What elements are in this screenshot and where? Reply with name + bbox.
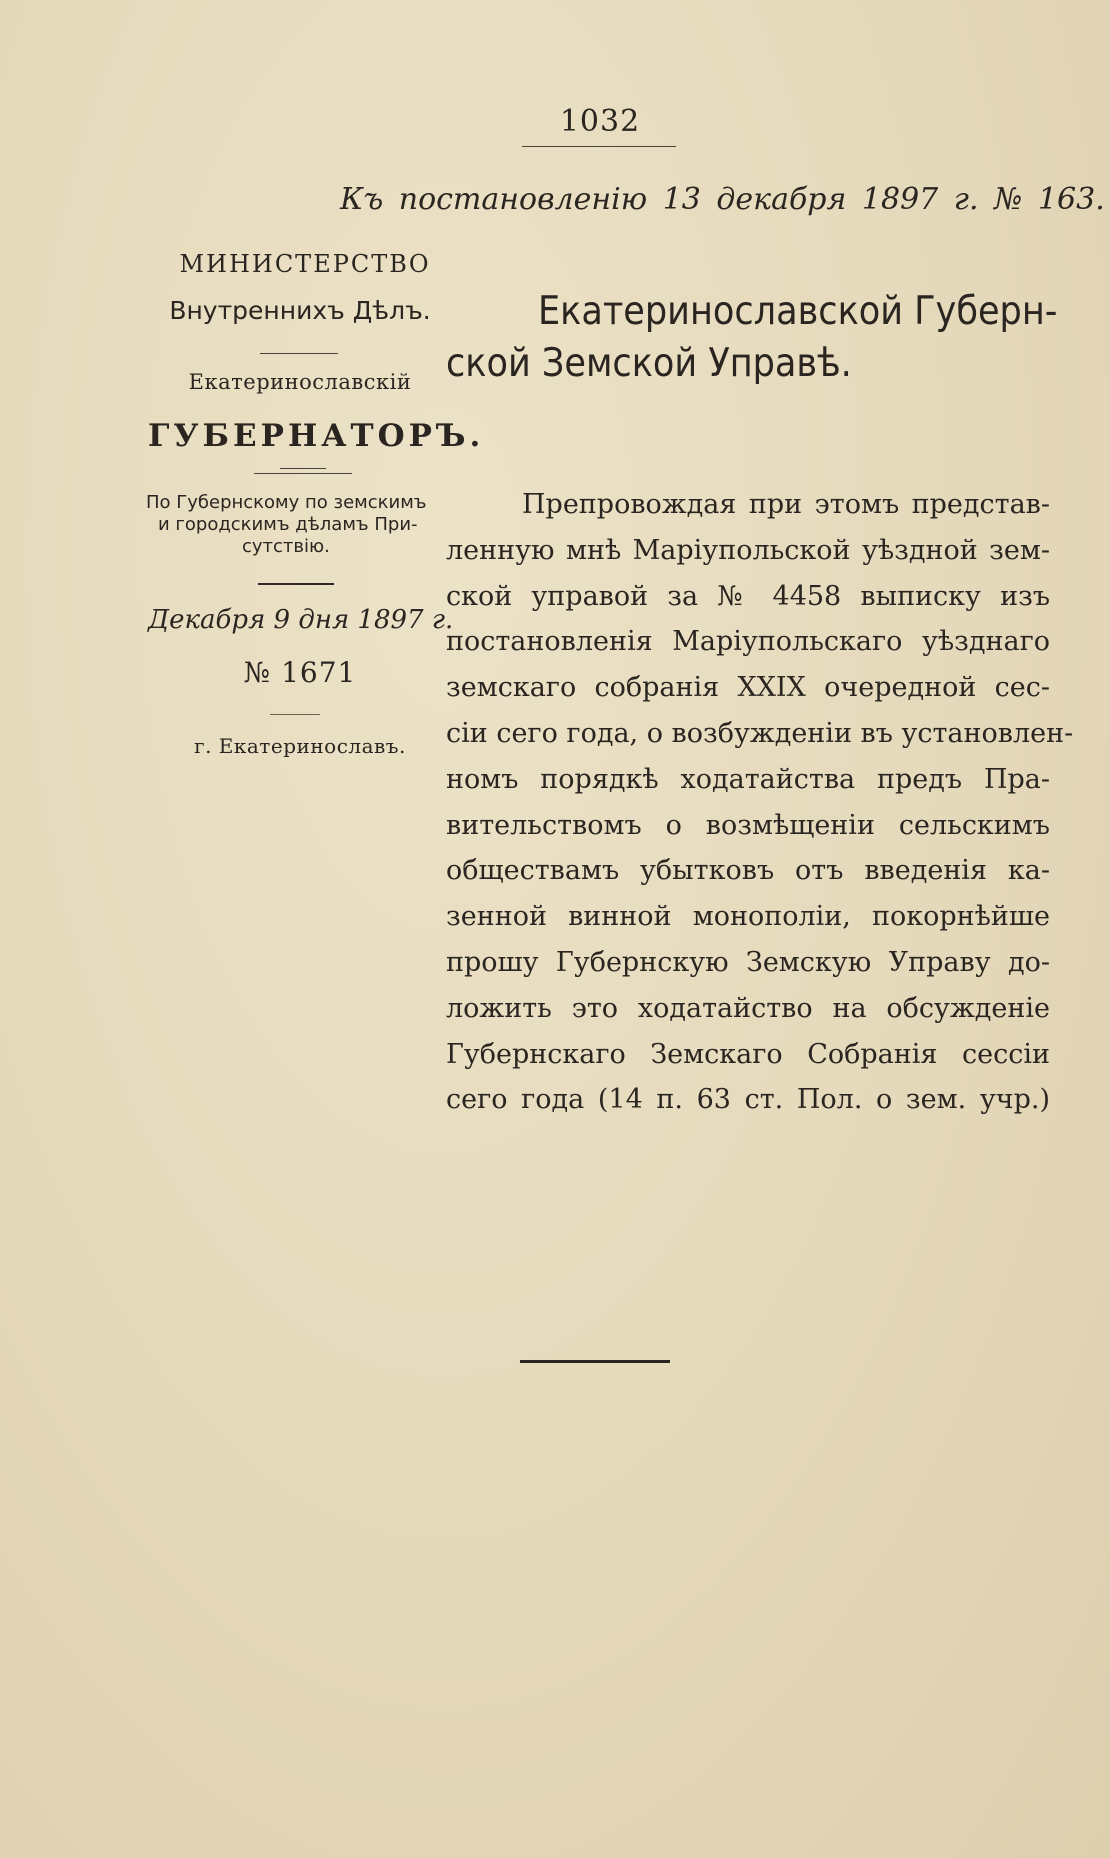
addressee-line: ской Земской Управѣ. [446,341,852,386]
ministry-subheading: Внутреннихъ Дѣлъ. [169,296,431,325]
divider [280,468,326,469]
body-line: Губернскаго Земскаго Собранія сессіи [446,1038,1050,1070]
end-rule [520,1360,670,1363]
body-line: сіи сего года, о возбужденіи въ установлен- [446,717,1074,749]
governor-title: ГУБЕРНАТОРЪ. [148,418,485,454]
body-line: постановленія Маріупольскаго уѣзднаго [446,626,1050,658]
body-line: сего года (14 п. 63 ст. Пол. о зем. учр.) [446,1084,1050,1116]
presence-line: По Губернскому по земскимъ [146,492,427,513]
outgoing-number: № 1671 [243,656,357,689]
body-line: Препровождая при этомъ представ- [522,489,1050,520]
presence-line: и городскимъ дѣламъ При- [158,514,418,535]
presence-line: сутствію. [242,536,330,557]
ministry-heading: МИНИСТЕРСТВО [179,250,431,278]
divider [270,714,320,715]
body-line: обществамъ убытковъ отъ введенія ка- [446,855,1050,887]
presence-office [140,492,460,558]
body-line: прошу Губернскую Земскую Управу до- [446,946,1050,978]
reference-line: Къ постановленію 13 декабря 1897 г. № 163. [340,182,1105,217]
body-line: номъ порядкѣ ходатайства предъ Пра- [446,763,1050,795]
divider [258,583,334,585]
divider [254,473,352,474]
province-name: Екатеринославскій [188,370,412,394]
body-line: земскаго собранія XXIX очередной сес- [446,672,1050,704]
page-number-underline [522,146,676,147]
body-line: ленную мнѣ Маріупольской уѣздной зем- [446,534,1050,566]
body-line: ской управой за № 4458 выписку изъ [446,580,1050,612]
body-line: зенной винной монополіи, покорнѣйше [446,901,1050,933]
addressee [446,286,1058,390]
body-line: ложить это ходатайство на обсужденіе [446,992,1050,1024]
letter-date: Декабря 9 дня 1897 г. [148,605,454,635]
body-line: вительствомъ о возмѣщеніи сельскимъ [446,809,1050,841]
divider [260,353,338,354]
letter-body [446,482,1074,1123]
page-number: 1032 [559,104,641,139]
addressee-line: Екатеринославской Губерн- [538,289,1058,334]
city-name: г. Екатеринославъ. [194,734,406,758]
